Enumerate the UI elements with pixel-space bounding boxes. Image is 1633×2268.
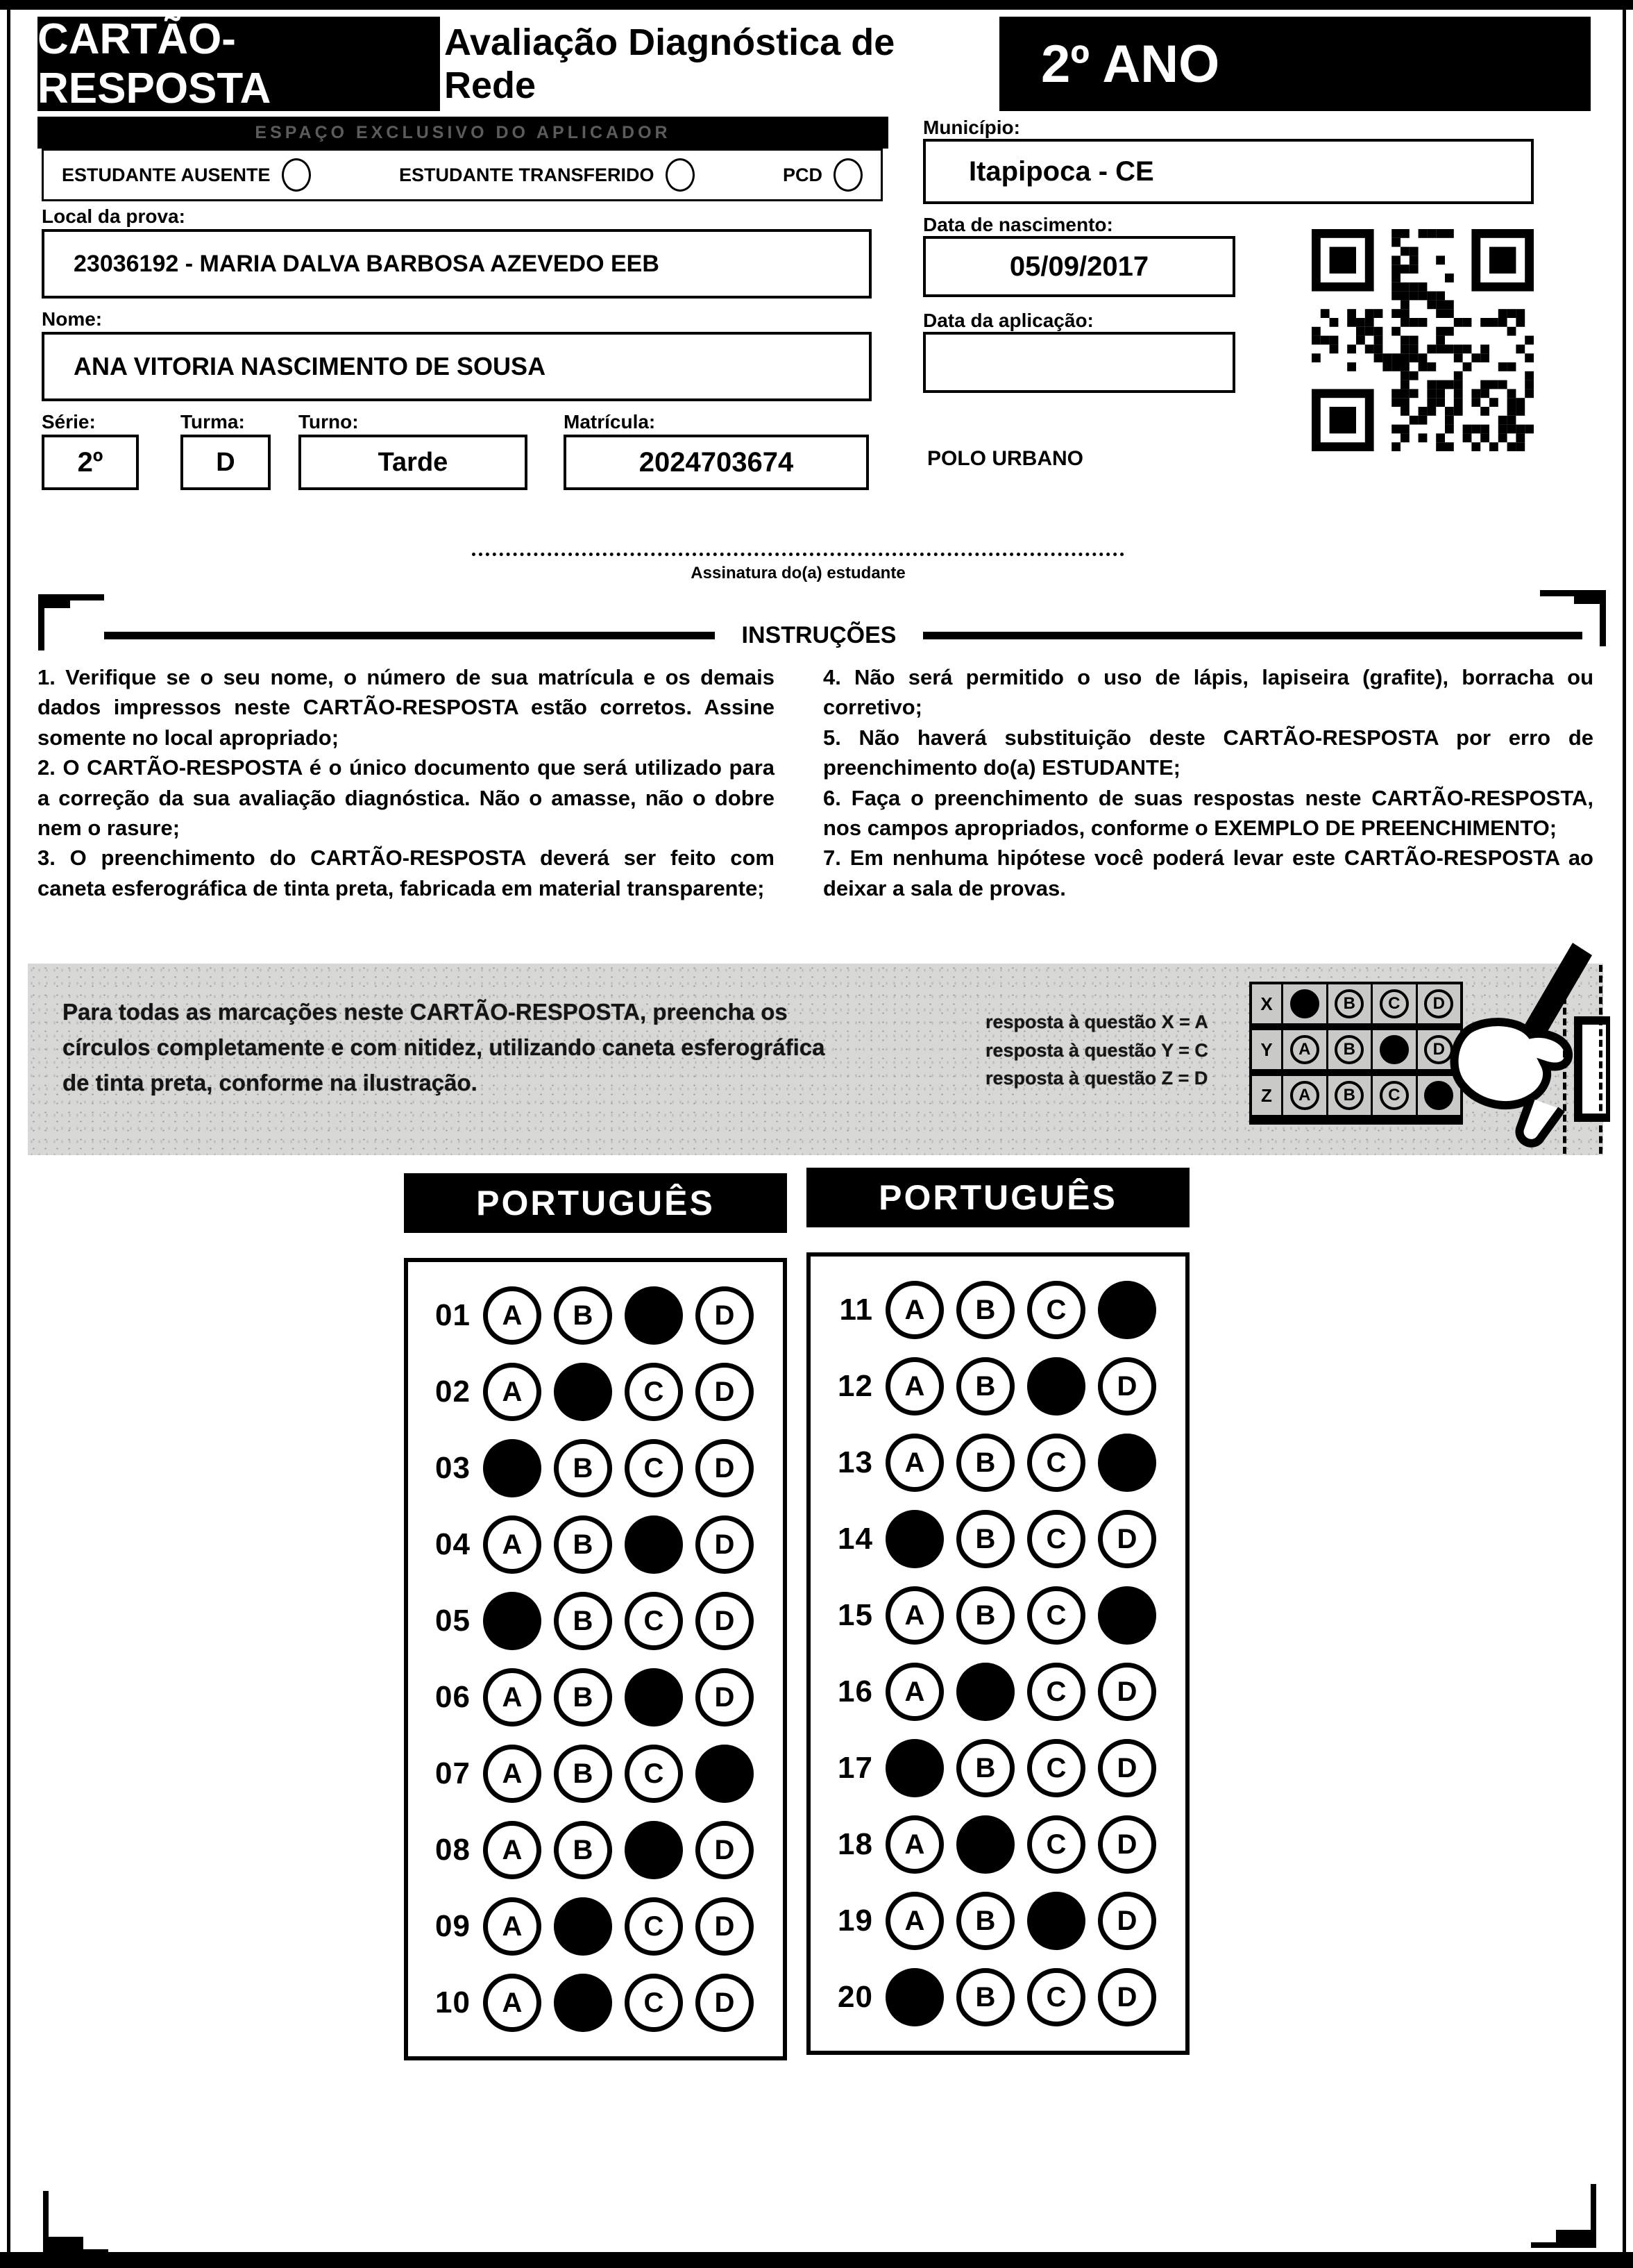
question-number: 11 — [839, 1293, 873, 1327]
applicator-bar-label: ESPAÇO EXCLUSIVO DO APLICADOR — [255, 122, 671, 142]
answer-bubble-16-a[interactable] — [886, 1663, 944, 1721]
example-bubble-b: B — [1335, 989, 1364, 1018]
bubble-letter: B — [573, 1834, 593, 1865]
answer-bubble-20-d[interactable] — [1098, 1968, 1156, 2026]
example-option-cell — [1373, 1030, 1418, 1069]
bubble-letter: D — [714, 1452, 735, 1484]
answer-bubble-02-b[interactable] — [554, 1363, 612, 1421]
bubble-letter: C — [1046, 1676, 1067, 1707]
page-bottom-edge — [0, 2252, 1633, 2268]
answer-grid-2 — [806, 1252, 1190, 2055]
question-number: 02 — [435, 1375, 471, 1409]
nome-label: Nome: — [42, 308, 103, 330]
answer-bubble-01-b[interactable] — [554, 1286, 612, 1345]
answer-bubble-05-b[interactable] — [554, 1592, 612, 1650]
question-row — [811, 1883, 1185, 1959]
answer-bubble-10-a[interactable] — [483, 1974, 541, 2032]
applicator-option-label: ESTUDANTE AUSENTE — [62, 164, 271, 185]
question-row — [408, 1430, 783, 1506]
answer-bubble-03-d[interactable] — [695, 1439, 754, 1497]
bubble-letter: A — [502, 1529, 523, 1560]
question-number: 08 — [435, 1833, 471, 1867]
nascimento-label: Data de nascimento: — [923, 214, 1113, 235]
answer-bubble-10-c[interactable] — [625, 1974, 683, 2032]
bubble-letter: A — [502, 1987, 523, 2018]
bubble-letter: C — [1046, 1981, 1067, 2013]
answer-bubble-17-c[interactable] — [1027, 1739, 1085, 1797]
instructions-rule-left — [104, 632, 715, 639]
bubble-letter: A — [904, 1294, 925, 1325]
answer-bubble-14-b[interactable] — [956, 1510, 1015, 1568]
bubble-letter: D — [714, 1605, 735, 1636]
example-option-cell — [1373, 1076, 1418, 1115]
bubble-letter: B — [573, 1300, 593, 1331]
question-row — [811, 1959, 1185, 2035]
answer-bubble-02-d[interactable] — [695, 1363, 754, 1421]
question-row — [408, 1583, 783, 1659]
answer-bubble-11-b[interactable] — [956, 1281, 1015, 1339]
answer-bubble-20-a[interactable] — [886, 1968, 944, 2026]
answer-bubble-06-b[interactable] — [554, 1668, 612, 1727]
answer-bubble-10-b[interactable] — [554, 1974, 612, 2032]
question-row — [408, 1812, 783, 1888]
bubble-letter: C — [643, 1910, 664, 1942]
answer-bubble-01-a[interactable] — [483, 1286, 541, 1345]
bubble-letter: D — [714, 1834, 735, 1865]
bubble-letter: C — [643, 1452, 664, 1484]
bubble-letter: B — [573, 1605, 593, 1636]
answer-bubble-11-a[interactable] — [886, 1281, 944, 1339]
bubble-letter: A — [502, 1910, 523, 1942]
answer-bubble-13-d[interactable] — [1098, 1434, 1156, 1492]
answer-bubble-15-d[interactable] — [1098, 1586, 1156, 1645]
question-row — [408, 1506, 783, 1583]
question-row — [811, 1806, 1185, 1883]
answer-bubble-12-d[interactable] — [1098, 1357, 1156, 1416]
section-title: PORTUGUÊS — [404, 1173, 787, 1233]
answer-bubble-07-b[interactable] — [554, 1745, 612, 1803]
answer-bubble-02-a[interactable] — [483, 1363, 541, 1421]
answer-section-portugues-2 — [806, 1168, 1190, 2055]
turma-label: Turma: — [180, 411, 245, 432]
answer-bubble-17-b[interactable] — [956, 1739, 1015, 1797]
bubble-letter: B — [975, 1370, 996, 1402]
applicator-option — [783, 158, 863, 192]
bubble-letter: D — [714, 1681, 735, 1713]
instructions-right-column — [823, 662, 1593, 903]
answer-bubble-13-b[interactable] — [956, 1434, 1015, 1492]
polo-label: POLO URBANO — [927, 447, 1083, 470]
bubble-letter: B — [975, 1523, 996, 1554]
question-row — [408, 1277, 783, 1354]
answer-bubble-06-c[interactable] — [625, 1668, 683, 1727]
example-question-label: X — [1252, 984, 1283, 1023]
answer-bubble-11-c[interactable] — [1027, 1281, 1085, 1339]
answer-bubble-17-d[interactable] — [1098, 1739, 1156, 1797]
hand-with-pen-icon — [1428, 943, 1610, 1151]
serie-label: Série: — [42, 411, 96, 432]
signature-line[interactable] — [472, 553, 1124, 556]
bubble-letter: C — [643, 1758, 664, 1789]
answer-bubble-19-a[interactable] — [886, 1892, 944, 1950]
answer-bubble-18-d[interactable] — [1098, 1815, 1156, 1874]
nascimento-value: 05/09/2017 — [923, 236, 1235, 297]
applicator-option-circle[interactable] — [282, 158, 311, 192]
answer-grid-1 — [404, 1258, 787, 2060]
bubble-letter: D — [714, 1987, 735, 2018]
example-bubble-c: C — [1380, 1081, 1409, 1110]
answer-bubble-13-a[interactable] — [886, 1434, 944, 1492]
example-option-cell — [1328, 1076, 1373, 1115]
answer-bubble-06-d[interactable] — [695, 1668, 754, 1727]
bubble-letter: C — [1046, 1599, 1067, 1631]
question-row — [811, 1348, 1185, 1425]
example-bubble-b: B — [1335, 1035, 1364, 1064]
instructions-title: INSTRUÇÕES — [741, 622, 897, 648]
bubble-letter: A — [502, 1758, 523, 1789]
bubble-letter: A — [904, 1676, 925, 1707]
question-number: 03 — [435, 1451, 471, 1485]
bubble-letter: A — [502, 1681, 523, 1713]
instruction-item: 3. O preenchimento do CARTÃO-RESPOSTA deverá ser feito com caneta esferográfica de tinta preta, fabricada em material transparente; — [37, 846, 775, 900]
answer-bubble-04-d[interactable] — [695, 1515, 754, 1574]
answer-bubble-03-b[interactable] — [554, 1439, 612, 1497]
assessment-title: Avaliação Diagnóstica de Rede — [444, 24, 972, 104]
question-number: 07 — [435, 1756, 471, 1790]
question-number: 09 — [435, 1909, 471, 1943]
question-row — [408, 1659, 783, 1736]
bubble-letter: D — [714, 1910, 735, 1942]
answer-bubble-03-c[interactable] — [625, 1439, 683, 1497]
answer-bubble-08-d[interactable] — [695, 1821, 754, 1879]
applicator-option-circle[interactable] — [666, 158, 695, 192]
applicator-option — [399, 158, 695, 192]
card-edge-dashed-line — [1599, 965, 1602, 1154]
example-option-cell — [1328, 984, 1373, 1023]
answer-bubble-12-c[interactable] — [1027, 1357, 1085, 1416]
answer-bubble-14-d[interactable] — [1098, 1510, 1156, 1568]
example-bubble-a — [1290, 989, 1319, 1018]
local-label: Local da prova: — [42, 205, 185, 227]
bubble-letter: B — [975, 1447, 996, 1478]
example-text: Para todas as marcações neste CARTÃO-RESPOSTA, preencha os círculos completamente e com nitidez, utilizando caneta esferográfica de tinta preta, conforme na ilustração. — [62, 999, 825, 1096]
bubble-letter: C — [1046, 1829, 1067, 1860]
answer-bubble-12-b[interactable] — [956, 1357, 1015, 1416]
bubble-letter: D — [714, 1529, 735, 1560]
turno-value: Tarde — [298, 435, 527, 490]
bubble-letter: B — [975, 1981, 996, 2013]
question-number: 04 — [435, 1527, 471, 1561]
answer-bubble-03-a[interactable] — [483, 1439, 541, 1497]
question-row — [811, 1577, 1185, 1654]
question-number: 16 — [838, 1674, 873, 1708]
example-bubble-a: A — [1290, 1035, 1319, 1064]
bubble-letter: B — [975, 1752, 996, 1783]
bubble-letter: D — [714, 1300, 735, 1331]
section-title: PORTUGUÊS — [806, 1168, 1190, 1227]
applicator-options — [42, 149, 883, 201]
answer-bubble-16-b[interactable] — [956, 1663, 1015, 1721]
question-row — [408, 1888, 783, 1965]
answer-bubble-15-c[interactable] — [1027, 1586, 1085, 1645]
answer-bubble-16-d[interactable] — [1098, 1663, 1156, 1721]
answer-bubble-08-a[interactable] — [483, 1821, 541, 1879]
bubble-letter: A — [904, 1599, 925, 1631]
bubble-letter: A — [502, 1300, 523, 1331]
question-number: 05 — [435, 1604, 471, 1638]
answer-bubble-01-c[interactable] — [625, 1286, 683, 1345]
question-number: 14 — [838, 1522, 873, 1556]
question-number: 19 — [838, 1904, 873, 1938]
corner-mark-bottom-left-icon — [43, 2191, 108, 2255]
example-question-label: Z — [1252, 1076, 1283, 1115]
signature-label: Assinatura do(a) estudante — [691, 564, 906, 582]
bubble-letter: C — [1046, 1447, 1067, 1478]
applicator-option-circle[interactable] — [834, 158, 863, 192]
example-bubble-d: D — [1424, 1035, 1453, 1064]
grade-badge: 2º ANO — [999, 17, 1591, 111]
answer-bubble-10-d[interactable] — [695, 1974, 754, 2032]
answer-bubble-09-b[interactable] — [554, 1897, 612, 1956]
serie-value: 2º — [42, 435, 139, 490]
instruction-item: 6. Faça o preenchimento de suas respostas neste CARTÃO-RESPOSTA, nos campos apropriados, conforme o EXEMPLO DE PREENCHIMENTO; — [823, 785, 1593, 840]
nome-value: ANA VITORIA NASCIMENTO DE SOUSA — [42, 332, 872, 401]
applicator-option-label: PCD — [782, 164, 822, 185]
answer-bubble-14-c[interactable] — [1027, 1510, 1085, 1568]
bubble-letter: B — [975, 1294, 996, 1325]
answer-bubble-04-b[interactable] — [554, 1515, 612, 1574]
answer-bubble-07-a[interactable] — [483, 1745, 541, 1803]
question-number: 10 — [435, 1985, 471, 2019]
example-option-cell — [1328, 1030, 1373, 1069]
qr-code-icon — [1312, 229, 1534, 451]
bubble-letter: D — [1117, 1676, 1137, 1707]
answer-bubble-06-a[interactable] — [483, 1668, 541, 1727]
municipio-label: Município: — [923, 117, 1020, 138]
example-question-label: Y — [1252, 1030, 1283, 1069]
question-row — [408, 1354, 783, 1430]
answer-bubble-09-d[interactable] — [695, 1897, 754, 1956]
local-value: 23036192 - MARIA DALVA BARBOSA AZEVEDO EEB — [42, 229, 872, 299]
question-number: 20 — [838, 1980, 873, 2014]
bubble-letter: A — [904, 1370, 925, 1402]
example-note-line: resposta à questão X = A — [985, 1011, 1208, 1032]
bubble-letter: D — [1117, 1981, 1137, 2013]
question-number: 17 — [838, 1751, 873, 1785]
instruction-item: 4. Não será permitido o uso de lápis, lapiseira (grafite), borracha ou corretivo; — [823, 665, 1593, 720]
bubble-letter: B — [975, 1599, 996, 1631]
matricula-label: Matrícula: — [564, 411, 656, 432]
bubble-letter: B — [573, 1681, 593, 1713]
bubble-letter: C — [1046, 1294, 1067, 1325]
answer-bubble-07-d[interactable] — [695, 1745, 754, 1803]
applicator-option-label: ESTUDANTE TRANSFERIDO — [399, 164, 654, 185]
question-number: 01 — [435, 1298, 471, 1332]
bubble-letter: C — [1046, 1523, 1067, 1554]
applicator-option — [62, 158, 311, 192]
bubble-letter: A — [904, 1447, 925, 1478]
answer-bubble-12-a[interactable] — [886, 1357, 944, 1416]
municipio-value: Itapipoca - CE — [923, 139, 1534, 204]
example-answer-notes — [985, 1008, 1208, 1093]
bubble-letter: A — [904, 1905, 925, 1936]
applicator-bar — [37, 117, 888, 149]
answer-bubble-17-a[interactable] — [886, 1739, 944, 1797]
answer-bubble-18-c[interactable] — [1027, 1815, 1085, 1874]
bubble-letter: C — [643, 1376, 664, 1407]
example-bubble-c: C — [1380, 989, 1409, 1018]
question-number: 18 — [838, 1827, 873, 1861]
example-option-cell — [1373, 984, 1418, 1023]
answer-bubble-07-c[interactable] — [625, 1745, 683, 1803]
bubble-letter: D — [1117, 1370, 1137, 1402]
question-number: 15 — [838, 1598, 873, 1632]
corner-mark-bottom-right-icon — [1531, 2184, 1596, 2248]
instruction-item: 2. O CARTÃO-RESPOSTA é o único documento que será utilizado para a correção da sua avaliação diagnóstica. Não o amasse, não o dobre nem o rasure; — [37, 755, 775, 840]
example-bubble-b: B — [1335, 1081, 1364, 1110]
bubble-letter: A — [904, 1829, 925, 1860]
question-number: 06 — [435, 1680, 471, 1714]
bubble-letter: B — [573, 1758, 593, 1789]
answer-bubble-14-a[interactable] — [886, 1510, 944, 1568]
answer-bubble-19-c[interactable] — [1027, 1892, 1085, 1950]
bubble-letter: A — [502, 1376, 523, 1407]
page-left-edge — [7, 10, 10, 2252]
bubble-letter: D — [1117, 1905, 1137, 1936]
bubble-letter: A — [502, 1834, 523, 1865]
answer-bubble-15-a[interactable] — [886, 1586, 944, 1645]
answer-bubble-05-d[interactable] — [695, 1592, 754, 1650]
bubble-letter: D — [714, 1376, 735, 1407]
question-number: 12 — [838, 1369, 873, 1403]
example-option-cell — [1283, 1030, 1328, 1069]
card-title: CARTÃO-RESPOSTA — [37, 17, 440, 111]
answer-bubble-08-c[interactable] — [625, 1821, 683, 1879]
answer-bubble-18-a[interactable] — [886, 1815, 944, 1874]
answer-bubble-19-b[interactable] — [956, 1892, 1015, 1950]
answer-bubble-09-a[interactable] — [483, 1897, 541, 1956]
example-bubble-d: D — [1424, 989, 1453, 1018]
aplicacao-label: Data da aplicação: — [923, 310, 1094, 331]
answer-bubble-19-d[interactable] — [1098, 1892, 1156, 1950]
matricula-value: 2024703674 — [564, 435, 869, 490]
example-note-line: resposta à questão Y = C — [985, 1039, 1208, 1061]
example-option-cell — [1283, 984, 1328, 1023]
example-option-cell — [1283, 1076, 1328, 1115]
answer-bubble-16-c[interactable] — [1027, 1663, 1085, 1721]
answer-bubble-09-c[interactable] — [625, 1897, 683, 1956]
example-note-line: resposta à questão Z = D — [985, 1068, 1208, 1089]
answer-bubble-18-b[interactable] — [956, 1815, 1015, 1874]
bubble-letter: D — [1117, 1523, 1137, 1554]
answer-bubble-04-c[interactable] — [625, 1515, 683, 1574]
answer-bubble-05-c[interactable] — [625, 1592, 683, 1650]
instructions-left-column — [37, 662, 775, 903]
answer-bubble-13-c[interactable] — [1027, 1434, 1085, 1492]
aplicacao-value — [923, 332, 1235, 393]
answer-bubble-05-a[interactable] — [483, 1592, 541, 1650]
question-row — [408, 1965, 783, 2041]
answer-bubble-15-b[interactable] — [956, 1586, 1015, 1645]
instruction-item: 1. Verifique se o seu nome, o número de sua matrícula e os demais dados impressos neste CARTÃO-RESPOSTA estão corretos. Assine somente no local apropriado; — [37, 665, 775, 750]
question-row — [811, 1501, 1185, 1577]
example-bubble-a: A — [1290, 1081, 1319, 1110]
corner-mark-top-left-icon — [38, 594, 104, 650]
question-row — [811, 1272, 1185, 1348]
page-right-edge — [1623, 10, 1626, 2252]
answer-bubble-01-d[interactable] — [695, 1286, 754, 1345]
bubble-letter: B — [573, 1452, 593, 1484]
turno-label: Turno: — [298, 411, 359, 432]
question-row — [811, 1425, 1185, 1501]
bubble-letter: D — [1117, 1829, 1137, 1860]
answer-bubble-20-c[interactable] — [1027, 1968, 1085, 2026]
answer-bubble-02-c[interactable] — [625, 1363, 683, 1421]
instructions-rule-right — [923, 632, 1582, 639]
bubble-letter: D — [1117, 1752, 1137, 1783]
card-edge-dashed-line — [1563, 965, 1566, 1154]
answer-bubble-20-b[interactable] — [956, 1968, 1015, 2026]
bubble-letter: C — [1046, 1752, 1067, 1783]
answer-bubble-08-b[interactable] — [554, 1821, 612, 1879]
turma-value: D — [180, 435, 271, 490]
page-top-edge — [0, 0, 1633, 10]
bubble-letter: B — [975, 1905, 996, 1936]
instruction-item: 5. Não haverá substituição deste CARTÃO-RESPOSTA por erro de preenchimento do(a) ESTUDANTE; — [823, 725, 1593, 780]
bubble-letter: B — [573, 1529, 593, 1560]
answer-bubble-11-d[interactable] — [1098, 1281, 1156, 1339]
question-number: 13 — [838, 1445, 873, 1479]
example-bubble-c — [1380, 1035, 1409, 1064]
question-row — [811, 1654, 1185, 1730]
question-row — [811, 1730, 1185, 1806]
bubble-letter: C — [643, 1605, 664, 1636]
question-row — [408, 1736, 783, 1812]
answer-section-portugues-1 — [404, 1173, 787, 2060]
answer-bubble-04-a[interactable] — [483, 1515, 541, 1574]
instruction-item: 7. Em nenhuma hipótese você poderá levar este CARTÃO-RESPOSTA ao deixar a sala de provas. — [823, 846, 1593, 900]
bubble-letter: C — [643, 1987, 664, 2018]
